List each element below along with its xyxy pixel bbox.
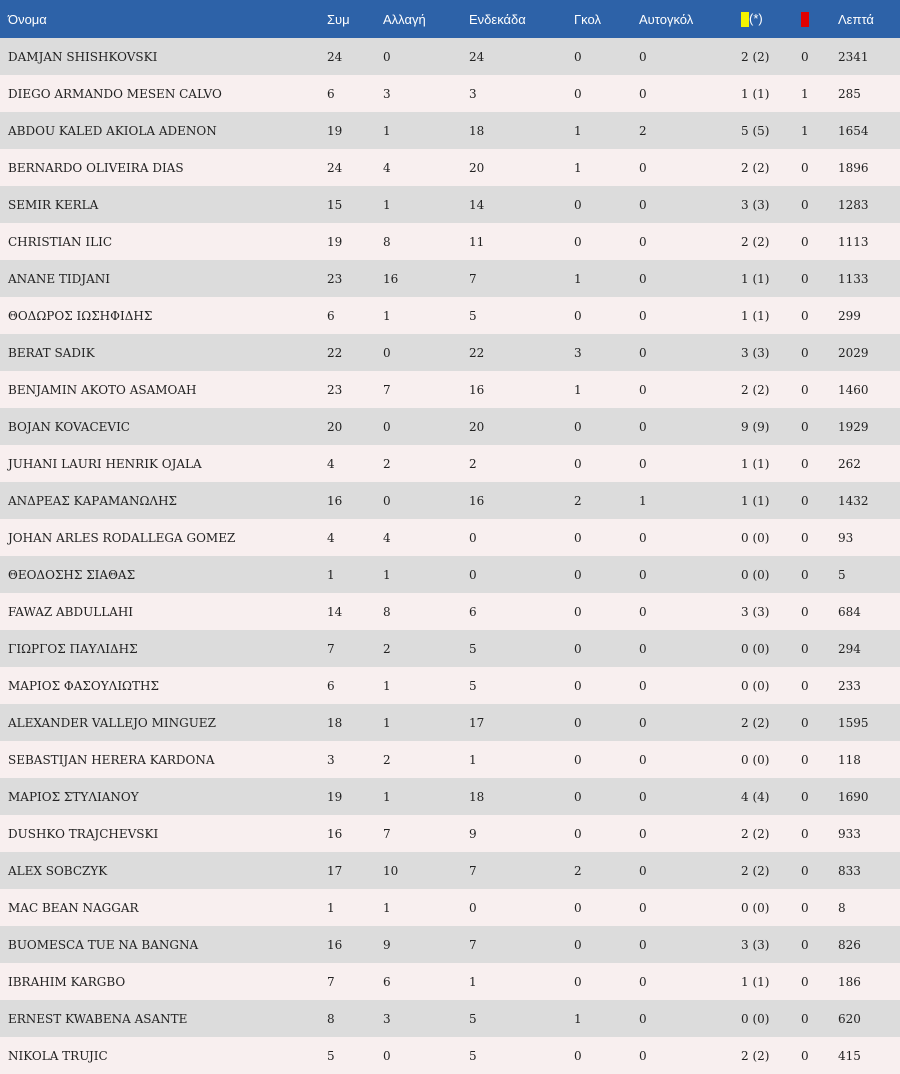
goals-cell: 0	[574, 641, 582, 656]
sub-cell: 0	[383, 419, 391, 434]
apps-cell: 16	[327, 826, 343, 841]
red-cards-cell: 1	[801, 123, 809, 138]
own-goals-cell: 0	[639, 160, 647, 175]
own-goals-cell: 1	[639, 493, 647, 508]
minutes-cell: 294	[838, 641, 861, 656]
own-goals-cell: 0	[639, 197, 647, 212]
apps-cell: 4	[327, 456, 335, 471]
goals-cell: 0	[574, 234, 582, 249]
sub-cell: 1	[383, 197, 391, 212]
yellow-cards-cell: 3 (3)	[741, 197, 770, 212]
apps-cell: 4	[327, 530, 335, 545]
yellow-cards-cell: 0 (0)	[741, 1011, 770, 1026]
yellow-cards-cell: 1 (1)	[741, 493, 770, 508]
starts-cell: 5	[469, 1011, 477, 1026]
starts-cell: 5	[469, 641, 477, 656]
sub-cell: 4	[383, 160, 391, 175]
yellow-cards-cell: 1 (1)	[741, 974, 770, 989]
sub-cell: 1	[383, 308, 391, 323]
red-cards-cell: 0	[801, 49, 809, 64]
starts-cell: 0	[469, 567, 477, 582]
minutes-cell: 1460	[838, 382, 869, 397]
goals-cell: 2	[574, 863, 582, 878]
apps-cell: 23	[327, 382, 343, 397]
starts-cell: 11	[469, 234, 485, 249]
red-cards-cell: 0	[801, 678, 809, 693]
yellow-cards-cell: 0 (0)	[741, 641, 770, 656]
player-name-cell: FAWAZ ABDULLAHI	[8, 604, 134, 619]
starts-cell: 5	[469, 1048, 477, 1063]
goals-cell: 0	[574, 715, 582, 730]
sub-cell: 16	[383, 271, 399, 286]
goals-cell: 2	[574, 493, 582, 508]
red-cards-cell: 0	[801, 530, 809, 545]
goals-cell: 0	[574, 197, 582, 212]
apps-cell: 20	[327, 419, 343, 434]
yellow-cards-cell: 5 (5)	[741, 123, 770, 138]
table-row	[0, 408, 900, 445]
red-cards-cell: 0	[801, 234, 809, 249]
table-row	[0, 38, 900, 75]
yellow-cards-cell: 2 (2)	[741, 234, 770, 249]
col-header-yellow[interactable]	[741, 0, 801, 38]
yellow-cards-cell: 2 (2)	[741, 826, 770, 841]
own-goals-cell: 0	[639, 456, 647, 471]
own-goals-cell: 0	[639, 86, 647, 101]
sub-cell: 1	[383, 678, 391, 693]
red-cards-cell: 0	[801, 308, 809, 323]
table-header-row	[0, 0, 900, 38]
red-cards-cell: 0	[801, 752, 809, 767]
yellow-card-icon	[741, 12, 749, 27]
goals-cell: 0	[574, 1048, 582, 1063]
col-header-minutes[interactable]: Λεπτά	[838, 11, 874, 27]
own-goals-cell: 0	[639, 271, 647, 286]
yellow-cards-cell: 3 (3)	[741, 604, 770, 619]
apps-cell: 16	[327, 937, 343, 952]
red-cards-cell: 0	[801, 715, 809, 730]
table-row	[0, 149, 900, 186]
apps-cell: 3	[327, 752, 335, 767]
minutes-cell: 233	[838, 678, 861, 693]
starts-cell: 20	[469, 160, 485, 175]
player-name-cell: DUSHKO TRAJCHEVSKI	[8, 826, 159, 841]
player-name-cell: BOJAN KOVACEVIC	[8, 419, 130, 434]
starts-cell: 7	[469, 271, 477, 286]
own-goals-cell: 0	[639, 900, 647, 915]
player-name-cell: DAMJAN SHISHKOVSKI	[8, 49, 158, 64]
col-header-goals[interactable]: Γκολ	[574, 11, 601, 27]
minutes-cell: 93	[838, 530, 854, 545]
goals-cell: 0	[574, 419, 582, 434]
yellow-cards-cell: 3 (3)	[741, 345, 770, 360]
goals-cell: 0	[574, 308, 582, 323]
col-header-sub[interactable]: Αλλαγή	[383, 11, 426, 27]
own-goals-cell: 0	[639, 752, 647, 767]
yellow-cards-cell: 1 (1)	[741, 271, 770, 286]
minutes-cell: 1113	[838, 234, 869, 249]
red-cards-cell: 0	[801, 789, 809, 804]
own-goals-cell: 0	[639, 937, 647, 952]
starts-cell: 14	[469, 197, 485, 212]
own-goals-cell: 0	[639, 715, 647, 730]
minutes-cell: 1133	[838, 271, 869, 286]
player-name-cell: DIEGO ARMANDO MESEN CALVO	[8, 86, 222, 101]
player-name-cell: BENJAMIN AKOTO ASAMOAH	[8, 382, 197, 397]
own-goals-cell: 0	[639, 863, 647, 878]
player-name-cell: IBRAHIM KARGBO	[8, 974, 126, 989]
starts-cell: 7	[469, 863, 477, 878]
apps-cell: 5	[327, 1048, 335, 1063]
sub-cell: 1	[383, 123, 391, 138]
apps-cell: 19	[327, 123, 343, 138]
player-name-cell: MAC BEAN NAGGAR	[8, 900, 139, 915]
own-goals-cell: 0	[639, 419, 647, 434]
player-name-cell: CHRISTIAN ILIC	[8, 234, 112, 249]
starts-cell: 6	[469, 604, 477, 619]
minutes-cell: 1283	[838, 197, 869, 212]
apps-cell: 23	[327, 271, 343, 286]
own-goals-cell: 0	[639, 1011, 647, 1026]
yellow-cards-cell: 2 (2)	[741, 1048, 770, 1063]
red-cards-cell: 0	[801, 160, 809, 175]
table-row	[0, 1000, 900, 1037]
table-row	[0, 112, 900, 149]
sub-cell: 0	[383, 345, 391, 360]
apps-cell: 6	[327, 308, 335, 323]
red-cards-cell: 0	[801, 567, 809, 582]
player-name-cell: BERAT SADIK	[8, 345, 95, 360]
table-row	[0, 630, 900, 667]
player-name-cell: SEMIR KERLA	[8, 197, 99, 212]
own-goals-cell: 0	[639, 567, 647, 582]
red-cards-cell: 0	[801, 1011, 809, 1026]
own-goals-cell: 2	[639, 123, 647, 138]
minutes-cell: 1432	[838, 493, 869, 508]
apps-cell: 19	[327, 789, 343, 804]
goals-cell: 0	[574, 937, 582, 952]
yellow-cards-cell: 0 (0)	[741, 567, 770, 582]
sub-cell: 0	[383, 1048, 391, 1063]
table-row	[0, 852, 900, 889]
sub-cell: 8	[383, 604, 391, 619]
yellow-cards-cell: 4 (4)	[741, 789, 770, 804]
red-cards-cell: 0	[801, 382, 809, 397]
table-row	[0, 297, 900, 334]
starts-cell: 0	[469, 900, 477, 915]
apps-cell: 6	[327, 86, 335, 101]
own-goals-cell: 0	[639, 974, 647, 989]
starts-cell: 7	[469, 937, 477, 952]
minutes-cell: 186	[838, 974, 861, 989]
sub-cell: 7	[383, 826, 391, 841]
sub-cell: 8	[383, 234, 391, 249]
player-name-cell: ΜΑΡΙΟΣ ΦΑΣΟΥΛΙΩΤΗΣ	[8, 678, 159, 693]
red-cards-cell: 0	[801, 641, 809, 656]
minutes-cell: 620	[838, 1011, 861, 1026]
yellow-cards-cell: 2 (2)	[741, 715, 770, 730]
player-name-cell: BUOMESCA TUE NA BANGNA	[8, 937, 199, 952]
starts-cell: 0	[469, 530, 477, 545]
minutes-cell: 1929	[838, 419, 869, 434]
red-cards-cell: 0	[801, 197, 809, 212]
player-name-cell: ALEXANDER VALLEJO MINGUEZ	[8, 715, 216, 730]
yellow-cards-cell: 0 (0)	[741, 900, 770, 915]
goals-cell: 0	[574, 900, 582, 915]
table-row	[0, 482, 900, 519]
minutes-cell: 1654	[838, 123, 869, 138]
apps-cell: 24	[327, 160, 343, 175]
sub-cell: 9	[383, 937, 391, 952]
minutes-cell: 833	[838, 863, 861, 878]
red-cards-cell: 0	[801, 345, 809, 360]
minutes-cell: 262	[838, 456, 861, 471]
apps-cell: 7	[327, 641, 335, 656]
starts-cell: 24	[469, 49, 485, 64]
table-row	[0, 519, 900, 556]
minutes-cell: 826	[838, 937, 861, 952]
goals-cell: 0	[574, 49, 582, 64]
table-row	[0, 926, 900, 963]
apps-cell: 24	[327, 49, 343, 64]
goals-cell: 1	[574, 382, 582, 397]
sub-cell: 1	[383, 900, 391, 915]
goals-cell: 0	[574, 826, 582, 841]
own-goals-cell: 0	[639, 678, 647, 693]
starts-cell: 18	[469, 789, 485, 804]
red-cards-cell: 0	[801, 604, 809, 619]
table-row	[0, 260, 900, 297]
table-row	[0, 963, 900, 1000]
player-name-cell: JUHANI LAURI HENRIK OJALA	[8, 456, 202, 471]
sub-cell: 2	[383, 752, 391, 767]
table-row	[0, 334, 900, 371]
yellow-cards-cell: 2 (2)	[741, 863, 770, 878]
goals-cell: 0	[574, 456, 582, 471]
apps-cell: 6	[327, 678, 335, 693]
col-header-red[interactable]	[801, 0, 838, 38]
red-cards-cell: 0	[801, 900, 809, 915]
yellow-cards-cell: 0 (0)	[741, 678, 770, 693]
red-cards-cell: 0	[801, 974, 809, 989]
minutes-cell: 299	[838, 308, 861, 323]
red-cards-cell: 0	[801, 271, 809, 286]
sub-cell: 1	[383, 789, 391, 804]
yellow-cards-cell: 2 (2)	[741, 160, 770, 175]
yellow-cards-cell: 3 (3)	[741, 937, 770, 952]
apps-cell: 17	[327, 863, 343, 878]
table-row	[0, 75, 900, 112]
red-cards-cell: 0	[801, 419, 809, 434]
minutes-cell: 2029	[838, 345, 869, 360]
col-header-name[interactable]: Όνομα	[8, 11, 47, 27]
player-name-cell: ANANE TIDJANI	[8, 271, 110, 286]
apps-cell: 18	[327, 715, 343, 730]
red-cards-cell: 0	[801, 493, 809, 508]
table-row	[0, 556, 900, 593]
red-cards-cell: 0	[801, 937, 809, 952]
minutes-cell: 415	[838, 1048, 861, 1063]
starts-cell: 16	[469, 493, 485, 508]
sub-cell: 1	[383, 715, 391, 730]
starts-cell: 5	[469, 308, 477, 323]
minutes-cell: 5	[838, 567, 846, 582]
yellow-cards-cell: 9 (9)	[741, 419, 770, 434]
yellow-cards-cell: 1 (1)	[741, 86, 770, 101]
red-cards-cell: 0	[801, 456, 809, 471]
goals-cell: 0	[574, 752, 582, 767]
goals-cell: 1	[574, 123, 582, 138]
player-name-cell: BERNARDO OLIVEIRA DIAS	[8, 160, 184, 175]
own-goals-cell: 0	[639, 308, 647, 323]
goals-cell: 0	[574, 567, 582, 582]
table-row	[0, 889, 900, 926]
player-name-cell: ΘΟΔΩΡΟΣ ΙΩΣΗΦΙΔΗΣ	[8, 308, 153, 323]
apps-cell: 15	[327, 197, 343, 212]
starts-cell: 20	[469, 419, 485, 434]
starts-cell: 1	[469, 974, 477, 989]
player-name-cell: ΑΝΔΡΕΑΣ ΚΑΡΑΜΑΝΩΛΗΣ	[8, 493, 178, 508]
sub-cell: 3	[383, 86, 391, 101]
minutes-cell: 8	[838, 900, 846, 915]
minutes-cell: 933	[838, 826, 861, 841]
apps-cell: 22	[327, 345, 343, 360]
table-row	[0, 704, 900, 741]
goals-cell: 0	[574, 678, 582, 693]
sub-cell: 4	[383, 530, 391, 545]
player-name-cell: ΓΙΩΡΓΟΣ ΠΑΥΛΙΔΗΣ	[8, 641, 138, 656]
col-header-apps[interactable]: Συμ	[327, 11, 350, 27]
apps-cell: 7	[327, 974, 335, 989]
sub-cell: 10	[383, 863, 399, 878]
apps-cell: 8	[327, 1011, 335, 1026]
minutes-cell: 684	[838, 604, 861, 619]
table-row	[0, 186, 900, 223]
goals-cell: 1	[574, 160, 582, 175]
goals-cell: 0	[574, 530, 582, 545]
own-goals-cell: 0	[639, 49, 647, 64]
yellow-cards-cell: 0 (0)	[741, 530, 770, 545]
sub-cell: 7	[383, 382, 391, 397]
red-cards-cell: 0	[801, 1048, 809, 1063]
own-goals-cell: 0	[639, 641, 647, 656]
goals-cell: 0	[574, 974, 582, 989]
sub-cell: 2	[383, 641, 391, 656]
own-goals-cell: 0	[639, 234, 647, 249]
starts-cell: 5	[469, 678, 477, 693]
minutes-cell: 1690	[838, 789, 869, 804]
starts-cell: 22	[469, 345, 485, 360]
apps-cell: 16	[327, 493, 343, 508]
player-name-cell: ERNEST KWABENA ASANTE	[8, 1011, 188, 1026]
own-goals-cell: 0	[639, 604, 647, 619]
sub-cell: 1	[383, 567, 391, 582]
starts-cell: 2	[469, 456, 477, 471]
sub-cell: 3	[383, 1011, 391, 1026]
goals-cell: 0	[574, 789, 582, 804]
red-card-icon	[801, 12, 809, 27]
table-row	[0, 815, 900, 852]
own-goals-cell: 0	[639, 382, 647, 397]
minutes-cell: 1896	[838, 160, 869, 175]
player-name-cell: SEBASTIJAN HERERA KARDONA	[8, 752, 215, 767]
table-row	[0, 223, 900, 260]
own-goals-cell: 0	[639, 1048, 647, 1063]
yellow-cards-cell: 0 (0)	[741, 752, 770, 767]
player-name-cell: ΘΕΟΔΟΣΗΣ ΣΙΑΘΑΣ	[8, 567, 136, 582]
minutes-cell: 2341	[838, 49, 869, 64]
player-name-cell: NIKOLA TRUJIC	[8, 1048, 108, 1063]
starts-cell: 1	[469, 752, 477, 767]
starts-cell: 17	[469, 715, 485, 730]
yellow-cards-cell: 1 (1)	[741, 308, 770, 323]
minutes-cell: 285	[838, 86, 861, 101]
table-row	[0, 667, 900, 704]
table-row	[0, 741, 900, 778]
sub-cell: 0	[383, 49, 391, 64]
starts-cell: 18	[469, 123, 485, 138]
sub-cell: 0	[383, 493, 391, 508]
yellow-cards-cell: 1 (1)	[741, 456, 770, 471]
red-cards-cell: 0	[801, 863, 809, 878]
starts-cell: 16	[469, 382, 485, 397]
table-row	[0, 593, 900, 630]
player-name-cell: ΜΑΡΙΟΣ ΣΤΥΛΙΑΝΟΥ	[8, 789, 139, 804]
own-goals-cell: 0	[639, 826, 647, 841]
apps-cell: 1	[327, 567, 335, 582]
player-name-cell: JOHAN ARLES RODALLEGA GOMEZ	[8, 530, 236, 545]
yellow-suffix: (*)	[749, 10, 763, 26]
sub-cell: 2	[383, 456, 391, 471]
red-cards-cell: 1	[801, 86, 809, 101]
goals-cell: 3	[574, 345, 582, 360]
apps-cell: 14	[327, 604, 343, 619]
table-row	[0, 1037, 900, 1074]
col-header-own-goals[interactable]: Αυτογκόλ	[639, 11, 694, 27]
own-goals-cell: 0	[639, 789, 647, 804]
player-name-cell: ALEX SOBCZYK	[8, 863, 108, 878]
col-header-starts[interactable]: Ενδεκάδα	[469, 11, 526, 27]
minutes-cell: 118	[838, 752, 861, 767]
table-row	[0, 778, 900, 815]
own-goals-cell: 0	[639, 530, 647, 545]
yellow-cards-cell: 2 (2)	[741, 382, 770, 397]
apps-cell: 1	[327, 900, 335, 915]
red-cards-cell: 0	[801, 826, 809, 841]
goals-cell: 1	[574, 1011, 582, 1026]
goals-cell: 1	[574, 271, 582, 286]
yellow-cards-cell: 2 (2)	[741, 49, 770, 64]
sub-cell: 6	[383, 974, 391, 989]
starts-cell: 3	[469, 86, 477, 101]
player-name-cell: ABDOU KALED AKIOLA ADENON	[8, 123, 217, 138]
table-row	[0, 371, 900, 408]
own-goals-cell: 0	[639, 345, 647, 360]
starts-cell: 9	[469, 826, 477, 841]
table-row	[0, 445, 900, 482]
goals-cell: 0	[574, 604, 582, 619]
apps-cell: 19	[327, 234, 343, 249]
minutes-cell: 1595	[838, 715, 869, 730]
goals-cell: 0	[574, 86, 582, 101]
